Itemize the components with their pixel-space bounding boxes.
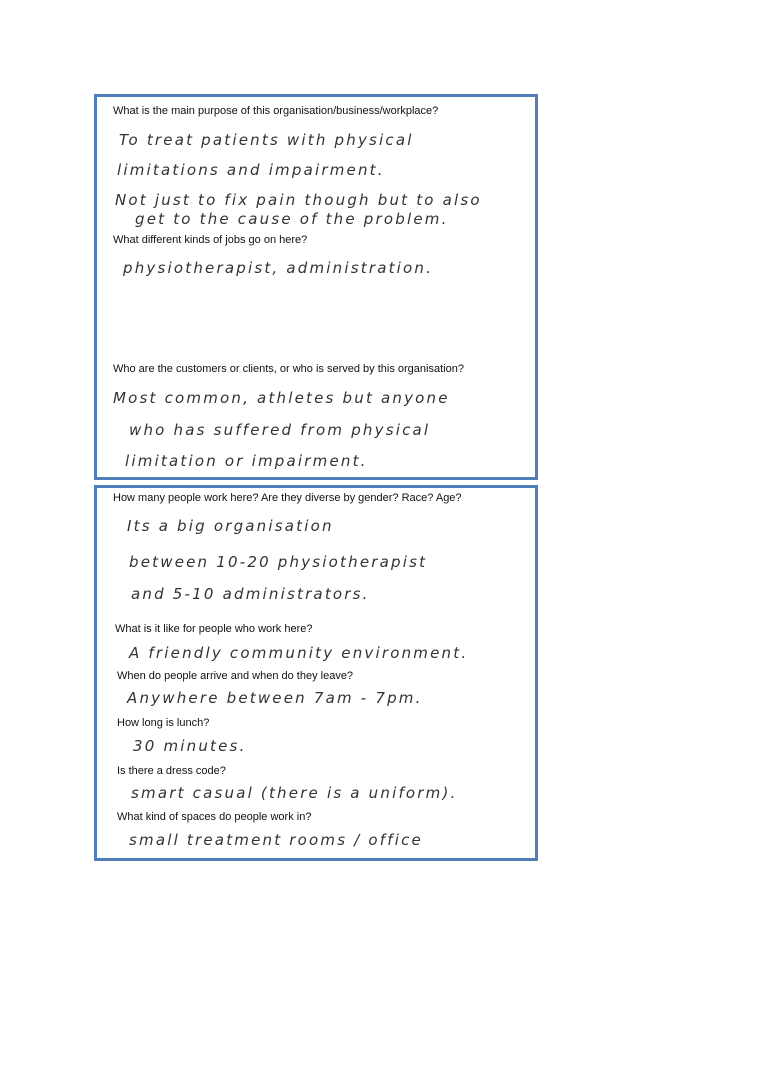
answer-main-purpose-line-1: To treat patients with physical	[119, 131, 414, 149]
answer-lunch: 30 minutes.	[133, 737, 247, 755]
answer-customers-line-2: who has suffered from physical	[129, 421, 431, 439]
answer-kinds-of-jobs: physiotherapist, administration.	[123, 259, 434, 277]
answer-what-is-it-like: A friendly community environment.	[129, 644, 469, 662]
questionnaire-box-2	[94, 485, 538, 861]
answer-customers-line-3: limitation or impairment.	[125, 452, 368, 470]
question-what-is-it-like: What is it like for people who work here?	[115, 623, 313, 635]
answer-how-many-people-line-3: and 5-10 administrators.	[131, 585, 370, 603]
answer-arrive-leave: Anywhere between 7am - 7pm.	[127, 689, 423, 707]
answer-spaces: small treatment rooms / office	[129, 831, 423, 849]
question-kinds-of-jobs: What different kinds of jobs go on here?	[113, 234, 308, 246]
answer-main-purpose-line-4: get to the cause of the problem.	[135, 210, 449, 228]
question-arrive-leave: When do people arrive and when do they leave?	[117, 670, 354, 682]
answer-main-purpose-line-3: Not just to fix pain though but to also	[115, 191, 482, 209]
question-spaces: What kind of spaces do people work in?	[117, 811, 312, 823]
question-customers: Who are the customers or clients, or who is served by this organisation?	[113, 363, 464, 375]
answer-dress-code: smart casual (there is a uniform).	[131, 784, 458, 802]
question-dress-code: Is there a dress code?	[117, 765, 226, 777]
question-how-many-people: How many people work here? Are they diverse by gender? Race? Age?	[113, 492, 462, 504]
questionnaire-box-1	[94, 94, 538, 480]
answer-main-purpose-line-2: limitations and impairment.	[117, 161, 385, 179]
question-lunch: How long is lunch?	[117, 717, 210, 729]
answer-customers-line-1: Most common, athletes but anyone	[113, 389, 450, 407]
answer-how-many-people-line-1: Its a big organisation	[127, 517, 334, 535]
question-main-purpose: What is the main purpose of this organisation/business/workplace?	[113, 105, 439, 117]
answer-how-many-people-line-2: between 10-20 physiotherapist	[129, 553, 428, 571]
